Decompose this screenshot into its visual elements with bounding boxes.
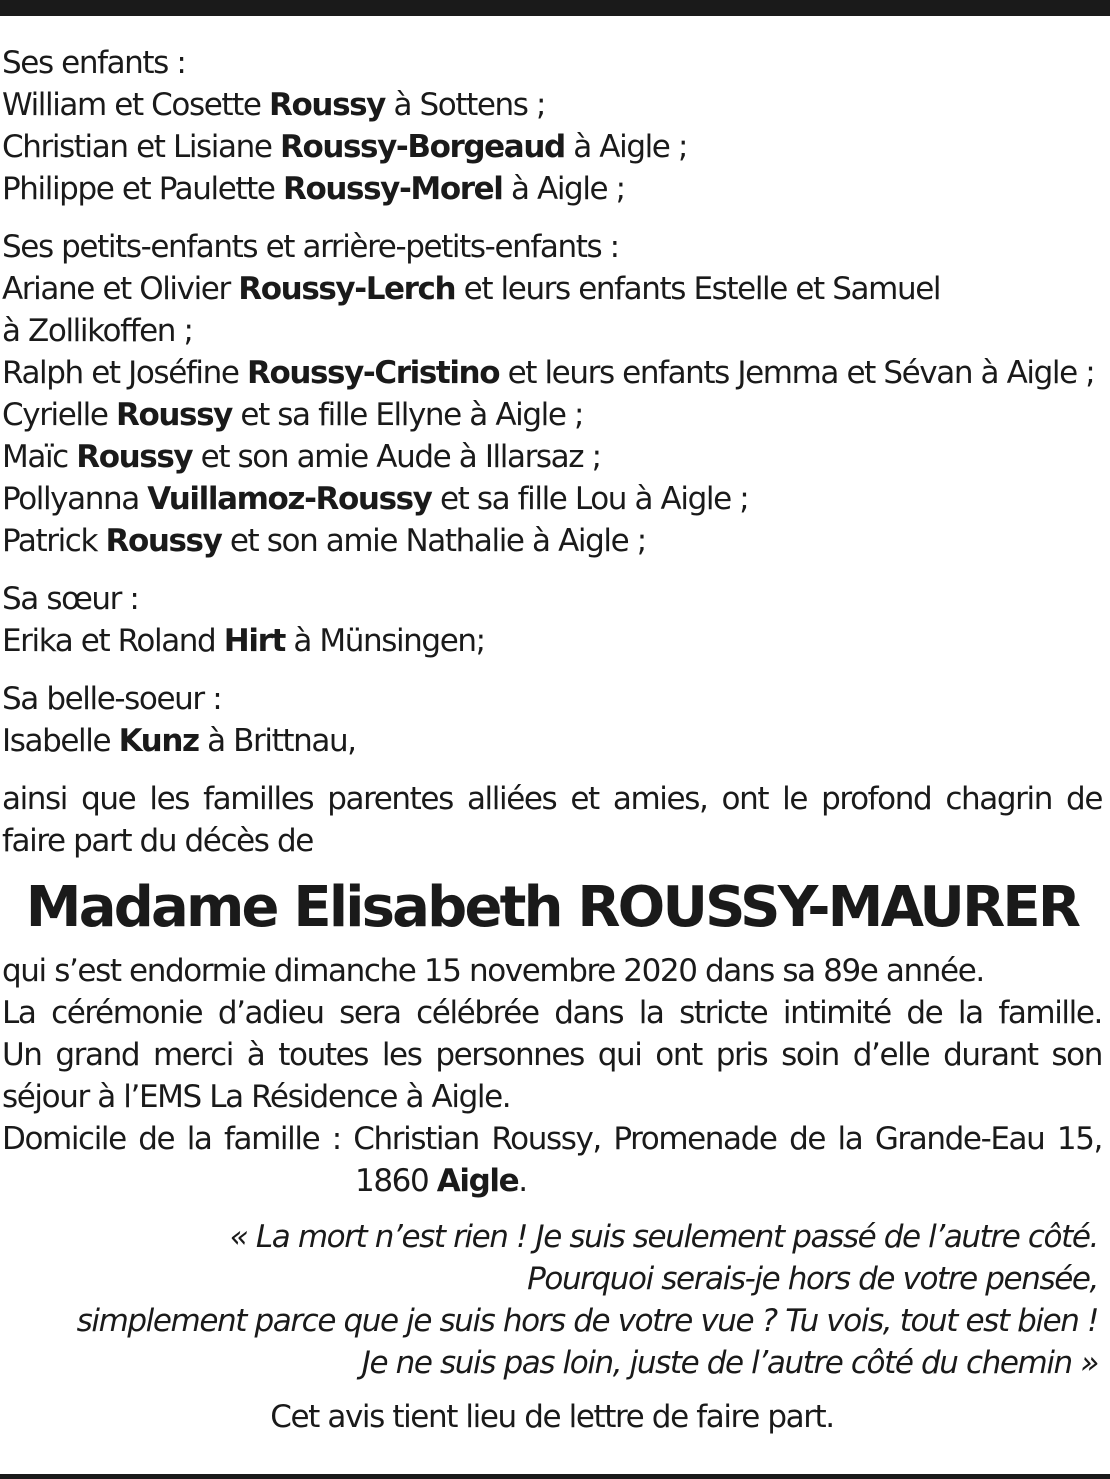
family-address-city: 1860 Aigle. xyxy=(355,1163,527,1199)
family-surname: Roussy xyxy=(76,439,193,475)
sister-in-law-heading: Sa belle-soeur : xyxy=(2,681,222,717)
family-entry: Cyrielle Roussy et sa fille Ellyne à Aigle ; xyxy=(2,397,584,433)
quote-line: simplement parce que je suis hors de votre vue ? Tu vois, tout est bien ! xyxy=(76,1303,1098,1339)
family-surname: Roussy xyxy=(105,523,222,559)
sister-heading: Sa sœur : xyxy=(2,581,139,617)
top-rule xyxy=(0,0,1110,16)
family-surname: Roussy-Lerch xyxy=(238,271,456,307)
family-surname: Hirt xyxy=(223,623,285,659)
family-entry: William et Cosette Roussy à Sottens ; xyxy=(2,87,546,123)
quote-line: « La mort n’est rien ! Je suis seulement passé de l’autre côté. xyxy=(229,1219,1098,1255)
details-line: séjour à l’EMS La Résidence à Aigle. xyxy=(2,1079,511,1115)
bottom-rule xyxy=(0,1474,1110,1479)
announcement-line: ainsi que les familles parentes alliées et amies, ont le profond chagrin de xyxy=(2,781,1102,817)
memorial-quote xyxy=(2,1216,1102,1384)
obituary-notice xyxy=(2,42,1102,1438)
family-entry: Maïc Roussy et son amie Aude à Illarsaz ; xyxy=(2,439,601,475)
closing-note: Cet avis tient lieu de lettre de faire part. xyxy=(270,1399,834,1435)
quote-line: Je ne suis pas loin, juste de l’autre côté du chemin » xyxy=(361,1345,1098,1381)
family-surname: Roussy-Morel xyxy=(283,171,503,207)
family-entry: Pollyanna Vuillamoz-Roussy et sa fille Lou à Aigle ; xyxy=(2,481,749,517)
city-name: Aigle xyxy=(436,1163,519,1199)
family-entry: Patrick Roussy et son amie Nathalie à Aigle ; xyxy=(2,523,646,559)
details-line: La cérémonie d’adieu sera célébrée dans la stricte intimité de la famille. xyxy=(2,995,1102,1031)
grandchildren-heading: Ses petits-enfants et arrière-petits-enfants : xyxy=(2,229,619,265)
announcement-line: faire part du décès de xyxy=(2,823,313,859)
details-line: Un grand merci à toutes les personnes qui ont pris soin d’elle durant son xyxy=(2,1037,1102,1073)
family-surname: Kunz xyxy=(118,723,199,759)
family-surname: Vuillamoz-Roussy xyxy=(147,481,432,517)
family-entry: Ariane et Olivier Roussy-Lerch et leurs enfants Estelle et Samuel xyxy=(2,271,941,307)
family-surname: Roussy xyxy=(269,87,385,123)
family-entry-continuation: à Zollikoffen ; xyxy=(2,313,193,349)
family-surname: Roussy-Borgeaud xyxy=(279,129,565,165)
details-line: qui s’est endormie dimanche 15 novembre 2020 dans sa 89e année. xyxy=(2,953,984,989)
family-surname: Roussy-Cristino xyxy=(246,355,500,391)
family-address: Domicile de la famille : Christian Roussy, Promenade de la Grande-Eau 15, xyxy=(2,1121,1102,1157)
quote-line: Pourquoi serais-je hors de votre pensée, xyxy=(527,1261,1098,1297)
family-surname: Roussy xyxy=(115,397,232,433)
children-heading: Ses enfants : xyxy=(2,45,186,81)
family-entry: Isabelle Kunz à Brittnau, xyxy=(2,723,356,759)
family-entry: Ralph et Joséfine Roussy-Cristino et leurs enfants Jemma et Sévan à Aigle ; xyxy=(2,355,1095,391)
family-entry: Christian et Lisiane Roussy-Borgeaud à Aigle ; xyxy=(2,129,687,165)
family-entry: Erika et Roland Hirt à Münsingen; xyxy=(2,623,485,659)
family-entry: Philippe et Paulette Roussy-Morel à Aigle ; xyxy=(2,171,625,207)
deceased-name: Madame Elisabeth ROUSSY-MAURER xyxy=(25,875,1079,940)
